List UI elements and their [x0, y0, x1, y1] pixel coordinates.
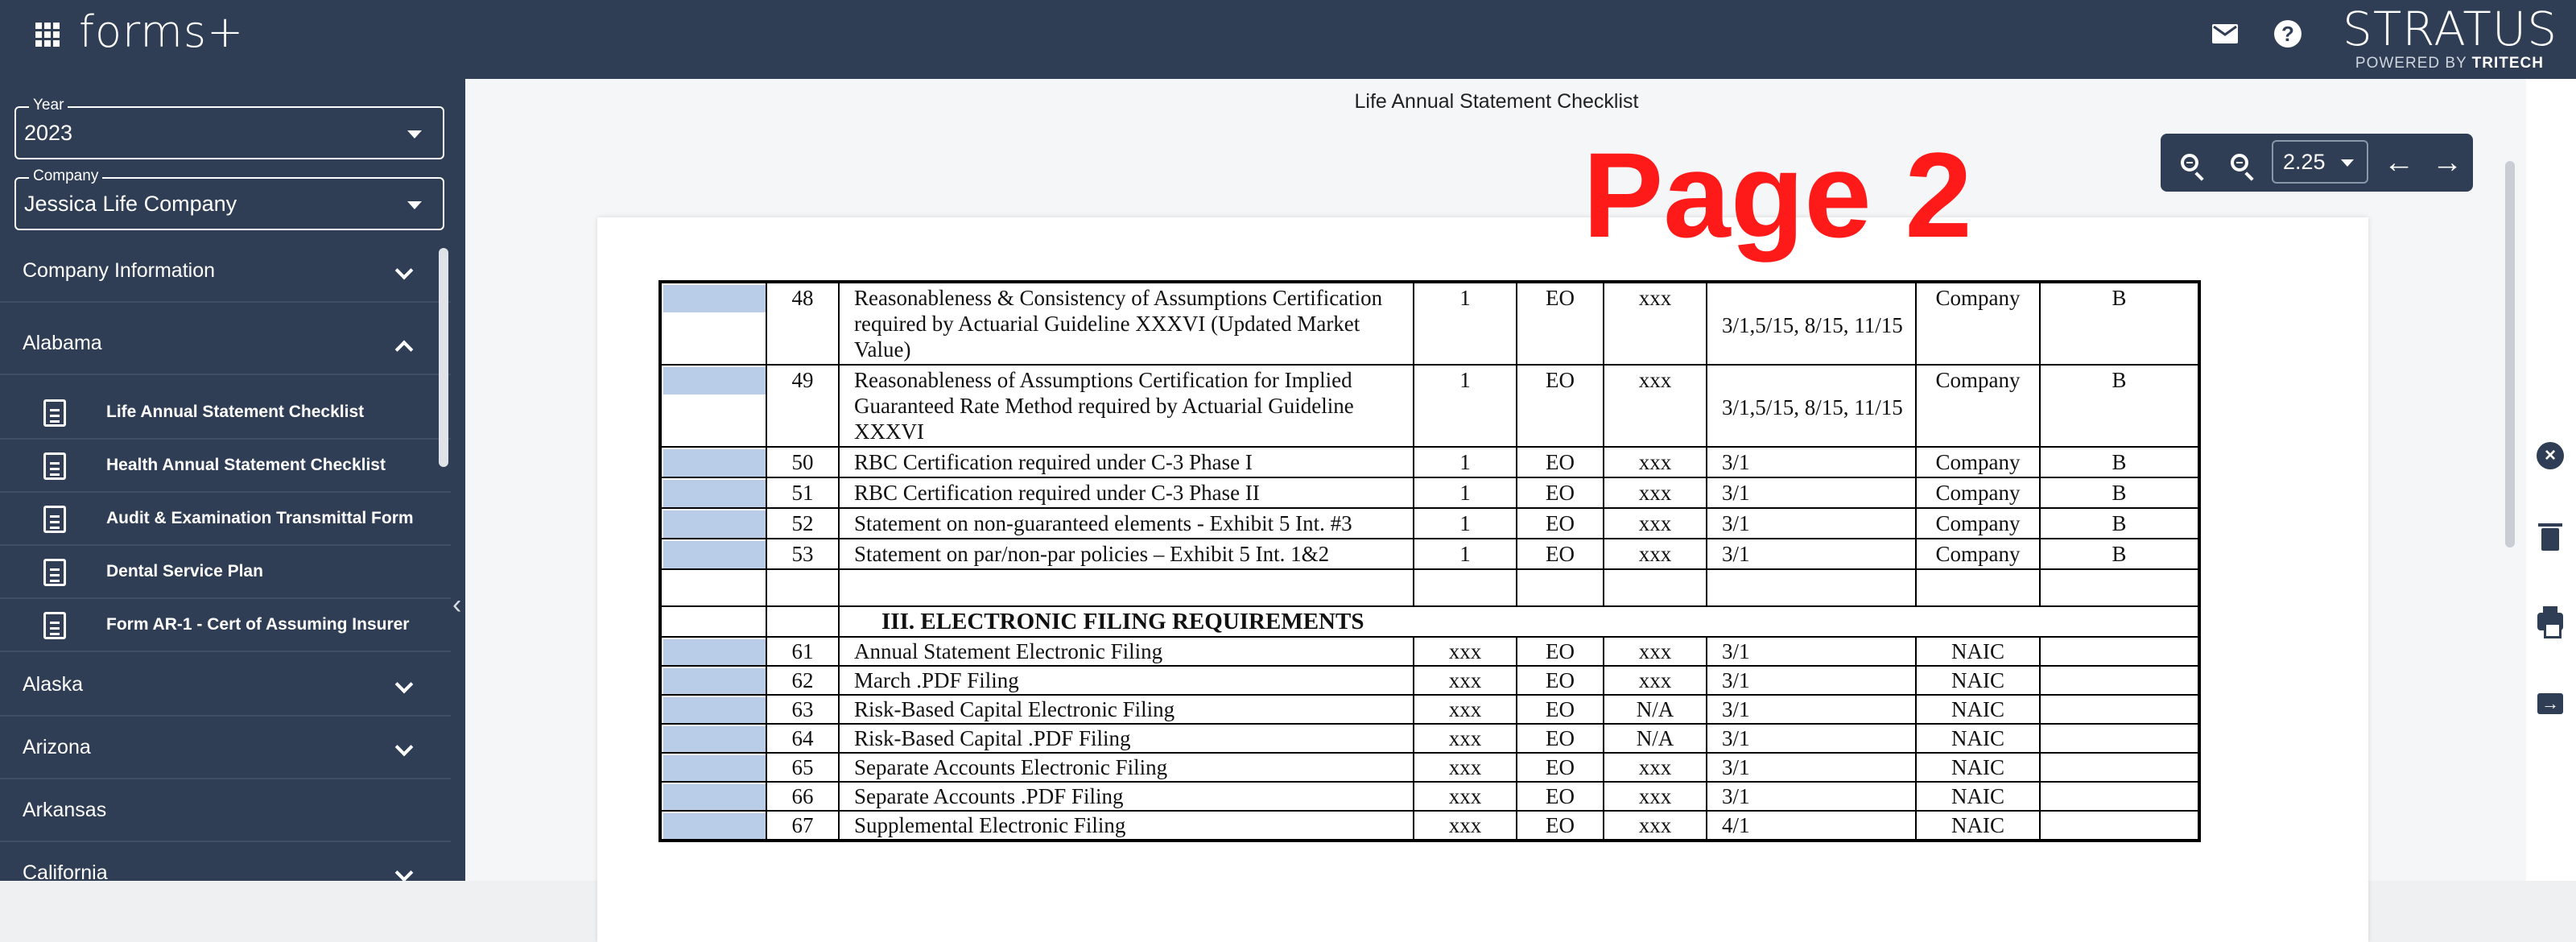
viewer-toolbar: [2161, 134, 2473, 192]
company-label: Company: [29, 167, 102, 185]
previous-page-arrow-icon[interactable]: ←: [2384, 146, 2414, 180]
cell: Company: [1916, 477, 2040, 508]
cell: 3/1: [1707, 477, 1916, 508]
cell: 3/1: [1707, 695, 1916, 724]
sidebar-section-company-information[interactable]: [0, 240, 451, 303]
cell: [766, 569, 839, 606]
cell: [1414, 569, 1517, 606]
cell: xxx: [1604, 447, 1707, 477]
cell: B: [2040, 477, 2199, 508]
year-label: Year: [29, 97, 68, 114]
document-icon: [43, 452, 66, 480]
row-select-cell[interactable]: [660, 637, 766, 666]
cell: Company: [1916, 365, 2040, 447]
cell: B: [2040, 282, 2199, 365]
sidebar: [0, 79, 465, 881]
item-number: 49: [766, 365, 839, 447]
cell: [660, 569, 766, 606]
table-row: [660, 282, 2199, 365]
row-select-cell[interactable]: [660, 782, 766, 811]
item-description: Risk-Based Capital .PDF Filing: [839, 724, 1414, 753]
cell: [1517, 569, 1604, 606]
cell: xxx: [1414, 782, 1517, 811]
item-number: 62: [766, 666, 839, 695]
cell: xxx: [1604, 637, 1707, 666]
year-value: 2023: [24, 121, 73, 145]
cell: EO: [1517, 365, 1604, 447]
cell: 1: [1414, 365, 1517, 447]
cell: B: [2040, 447, 2199, 477]
cell: 1: [1414, 508, 1517, 539]
row-select-cell[interactable]: [660, 365, 766, 447]
cell: B: [2040, 365, 2199, 447]
zoom-value: 2.25: [2283, 150, 2326, 174]
brand-logo: [2343, 2, 2558, 72]
table-row: [660, 508, 2199, 539]
viewer-scrollbar[interactable]: [2505, 161, 2515, 547]
cell: [660, 606, 766, 637]
cell: 3/1,5/15, 8/15, 11/15: [1707, 365, 1916, 447]
sidebar-item-health-annual-statement-checklist[interactable]: [0, 440, 451, 493]
app-logo[interactable]: forms+: [79, 6, 245, 57]
cell: xxx: [1604, 282, 1707, 365]
cell: [2040, 753, 2199, 782]
cell: EO: [1517, 782, 1604, 811]
table-row: [660, 724, 2199, 753]
document-icon: [43, 506, 66, 533]
cell: 3/1,5/15, 8/15, 11/15: [1707, 282, 1916, 365]
printer-icon[interactable]: [2536, 607, 2565, 636]
cell: NAIC: [1916, 666, 2040, 695]
zoom-select[interactable]: [2272, 140, 2368, 184]
cell: xxx: [1414, 811, 1517, 841]
table-row: [660, 666, 2199, 695]
row-select-cell[interactable]: [660, 447, 766, 477]
row-select-cell[interactable]: [660, 695, 766, 724]
cell: [2040, 666, 2199, 695]
row-select-cell[interactable]: [660, 666, 766, 695]
company-select[interactable]: [14, 167, 444, 230]
cell: EO: [1517, 477, 1604, 508]
sidebar-item-form-ar-1[interactable]: [0, 599, 451, 652]
cell: 1: [1414, 539, 1517, 569]
item-description: Risk-Based Capital Electronic Filing: [839, 695, 1414, 724]
cell: [2040, 782, 2199, 811]
page-indicator: Page 2: [1583, 127, 1972, 262]
cell: N/A: [1604, 724, 1707, 753]
cell: xxx: [1604, 753, 1707, 782]
cell: xxx: [1414, 724, 1517, 753]
row-select-cell[interactable]: [660, 724, 766, 753]
cell: [2040, 811, 2199, 841]
item-label: Dental Service Plan: [106, 562, 263, 580]
cell: NAIC: [1916, 637, 2040, 666]
apps-grid-icon[interactable]: [35, 23, 60, 47]
chevron-down-icon: [407, 130, 422, 138]
zoom-in-icon[interactable]: [2223, 147, 2256, 179]
table-row: [660, 477, 2199, 508]
section-label: Alaska: [23, 672, 84, 696]
chevron-up-icon: [395, 341, 414, 359]
cell: EO: [1517, 447, 1604, 477]
item-description: Annual Statement Electronic Filing: [839, 637, 1414, 666]
row-select-cell[interactable]: [660, 539, 766, 569]
cell: Company: [1916, 508, 2040, 539]
item-number: 48: [766, 282, 839, 365]
cell: [1916, 569, 2040, 606]
cell: 1: [1414, 477, 1517, 508]
cell: EO: [1517, 695, 1604, 724]
cell: xxx: [1414, 637, 1517, 666]
close-circle-icon[interactable]: ×: [2536, 441, 2565, 470]
top-bar: [0, 0, 2576, 79]
cell: 1: [1414, 447, 1517, 477]
item-number: 63: [766, 695, 839, 724]
table-row: [660, 811, 2199, 841]
next-page-arrow-icon[interactable]: →: [2432, 146, 2462, 180]
cell: 3/1: [1707, 666, 1916, 695]
section-label: Arizona: [23, 735, 91, 758]
item-description: March .PDF Filing: [839, 666, 1414, 695]
row-select-cell[interactable]: [660, 753, 766, 782]
section-title: III. ELECTRONIC FILING REQUIREMENTS: [839, 606, 2199, 637]
cell: 3/1: [1707, 724, 1916, 753]
item-number: 64: [766, 724, 839, 753]
collapse-sidebar-icon[interactable]: ‹: [452, 589, 462, 620]
section-label: Company Information: [23, 258, 216, 282]
table-row: [660, 637, 2199, 666]
table-row: [660, 695, 2199, 724]
cell: xxx: [1604, 666, 1707, 695]
item-number: 52: [766, 508, 839, 539]
row-select-cell[interactable]: [660, 477, 766, 508]
cell: 3/1: [1707, 782, 1916, 811]
cell: Company: [1916, 539, 2040, 569]
table-row: [660, 782, 2199, 811]
table-row: [660, 447, 2199, 477]
brand-sub-name: TRITECH: [2471, 55, 2544, 72]
checklist-table: [658, 280, 2201, 842]
row-select-cell[interactable]: [660, 508, 766, 539]
item-number: 65: [766, 753, 839, 782]
table-row: [660, 539, 2199, 569]
cell: [2040, 569, 2199, 606]
table-row: [660, 365, 2199, 447]
table-row: [660, 753, 2199, 782]
cell: EO: [1517, 637, 1604, 666]
sidebar-section-arkansas[interactable]: [0, 779, 451, 842]
document-icon: [43, 559, 66, 586]
document-icon: [43, 399, 66, 427]
year-select[interactable]: [14, 97, 444, 159]
cell: [1707, 569, 1916, 606]
item-description: Separate Accounts .PDF Filing: [839, 782, 1414, 811]
item-description: Statement on par/non-par policies – Exhibit 5 Int. 1&2: [839, 539, 1414, 569]
row-select-cell[interactable]: [660, 811, 766, 841]
cell: Company: [1916, 282, 2040, 365]
document-viewer: [465, 79, 2526, 881]
cell: xxx: [1604, 508, 1707, 539]
cell: 3/1: [1707, 539, 1916, 569]
cell: EO: [1517, 666, 1604, 695]
cell: xxx: [1604, 811, 1707, 841]
trash-icon[interactable]: [2536, 525, 2565, 554]
right-action-rail: [2526, 79, 2576, 881]
item-description: RBC Certification required under C-3 Phase I: [839, 447, 1414, 477]
sidebar-section-alaska[interactable]: [0, 654, 451, 717]
cell: 1: [1414, 282, 1517, 365]
cell: 3/1: [1707, 447, 1916, 477]
cell: xxx: [1414, 753, 1517, 782]
cell: [766, 606, 839, 637]
chevron-down-icon: [407, 201, 422, 209]
cell: [2040, 637, 2199, 666]
cell: EO: [1517, 539, 1604, 569]
item-description: Supplemental Electronic Filing: [839, 811, 1414, 841]
cell: NAIC: [1916, 724, 2040, 753]
cell: NAIC: [1916, 753, 2040, 782]
item-description: Reasonableness & Consistency of Assumptions Certification required by Actuarial Guideline XXXVI (Updated Market Value): [839, 282, 1414, 365]
cell: 3/1: [1707, 637, 1916, 666]
cell: xxx: [1414, 695, 1517, 724]
item-number: 61: [766, 637, 839, 666]
brand-sub-prefix: POWERED BY: [2355, 55, 2467, 72]
item-number: 50: [766, 447, 839, 477]
brand-name: STRATUS: [2343, 2, 2558, 56]
cell: EO: [1517, 724, 1604, 753]
mail-icon[interactable]: [2209, 18, 2241, 50]
cell: xxx: [1604, 477, 1707, 508]
cell: NAIC: [1916, 811, 2040, 841]
section-label: Alabama: [23, 331, 102, 354]
cell: NAIC: [1916, 695, 2040, 724]
help-icon[interactable]: ?: [2272, 18, 2304, 50]
cell: [2040, 695, 2199, 724]
table-row-empty: [660, 569, 2199, 606]
sidebar-scrollbar[interactable]: [439, 248, 448, 467]
item-description: RBC Certification required under C-3 Phase II: [839, 477, 1414, 508]
company-value: Jessica Life Company: [24, 192, 237, 216]
cell: xxx: [1414, 666, 1517, 695]
section-label: California: [23, 861, 108, 881]
row-select-cell[interactable]: [660, 282, 766, 365]
document-page: [597, 217, 2368, 942]
sidebar-item-life-annual-statement-checklist[interactable]: [0, 386, 451, 440]
cell: 4/1: [1707, 811, 1916, 841]
cell: [2040, 724, 2199, 753]
cell: [839, 569, 1414, 606]
cell: N/A: [1604, 695, 1707, 724]
cell: EO: [1517, 811, 1604, 841]
item-label: Audit & Examination Transmittal Form: [106, 509, 414, 527]
document-icon: [43, 612, 66, 639]
folder-move-icon[interactable]: →: [2536, 689, 2565, 718]
sidebar-item-dental-service-plan[interactable]: [0, 546, 451, 599]
cell: EO: [1517, 753, 1604, 782]
chevron-down-icon: [395, 864, 414, 881]
sidebar-section-alabama[interactable]: [0, 312, 451, 375]
item-label: Life Annual Statement Checklist: [106, 403, 365, 421]
cell: [1604, 569, 1707, 606]
cell: B: [2040, 539, 2199, 569]
section-label: Arkansas: [23, 798, 107, 821]
chevron-down-icon: [395, 676, 414, 694]
cell: xxx: [1604, 365, 1707, 447]
section-header-row: [660, 606, 2199, 637]
document-title: Life Annual Statement Checklist: [1354, 90, 1639, 113]
sidebar-section-california[interactable]: [0, 842, 451, 881]
item-description: Separate Accounts Electronic Filing: [839, 753, 1414, 782]
chevron-down-icon: [395, 738, 414, 757]
sidebar-item-audit-examination-transmittal-form[interactable]: [0, 493, 451, 546]
item-number: 51: [766, 477, 839, 508]
cell: B: [2040, 508, 2199, 539]
brand-subtitle: [2343, 55, 2544, 72]
cell: EO: [1517, 508, 1604, 539]
chevron-down-icon: [395, 262, 414, 280]
cell: NAIC: [1916, 782, 2040, 811]
zoom-out-icon[interactable]: [2174, 147, 2206, 179]
item-label: Health Annual Statement Checklist: [106, 456, 386, 474]
cell: xxx: [1604, 539, 1707, 569]
cell: EO: [1517, 282, 1604, 365]
item-description: Statement on non-guaranteed elements - Exhibit 5 Int. #3: [839, 508, 1414, 539]
sidebar-section-arizona[interactable]: [0, 717, 451, 779]
item-number: 66: [766, 782, 839, 811]
item-label: Form AR-1 - Cert of Assuming Insurer: [106, 615, 410, 634]
item-description: Reasonableness of Assumptions Certification for Implied Guaranteed Rate Method required by Actuarial Guideline XXXVI: [839, 365, 1414, 447]
cell: Company: [1916, 447, 2040, 477]
chevron-down-icon: [2341, 159, 2354, 167]
cell: 3/1: [1707, 753, 1916, 782]
item-number: 53: [766, 539, 839, 569]
item-number: 67: [766, 811, 839, 841]
cell: xxx: [1604, 782, 1707, 811]
cell: 3/1: [1707, 508, 1916, 539]
